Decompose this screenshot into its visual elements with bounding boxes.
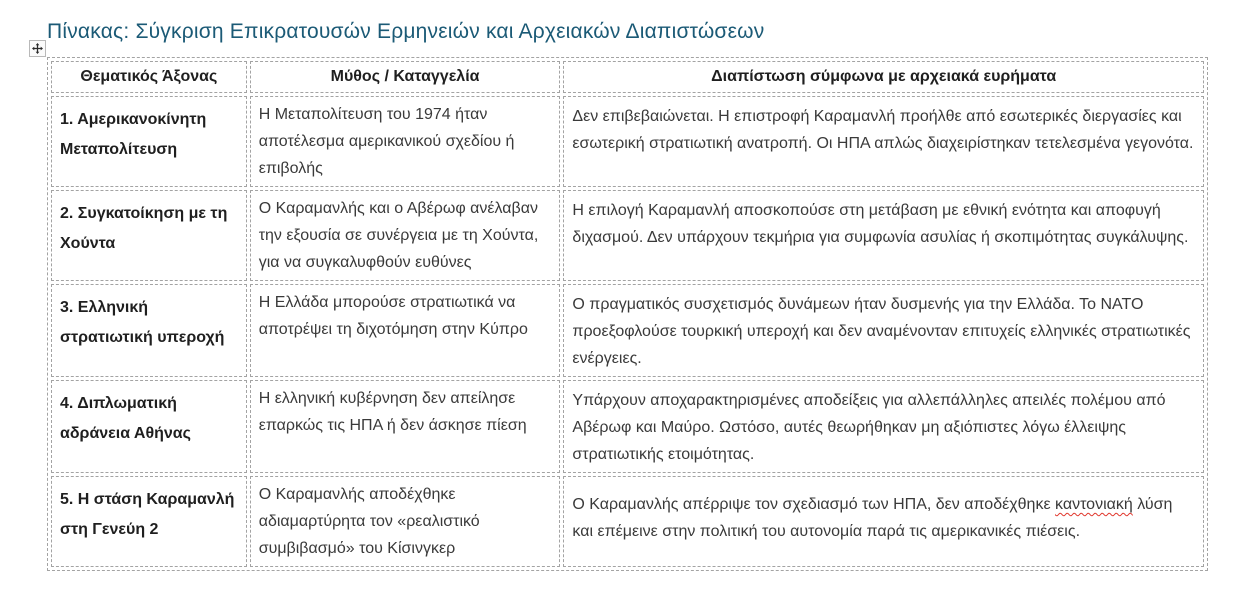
column-header-finding[interactable]: Διαπίστωση σύμφωνα με αρχειακά ευρήματα [563,61,1204,93]
cell-myth[interactable]: Η ελληνική κυβέρνηση δεν απείλησε επαρκώς τις ΗΠΑ ή δεν άσκησε πίεση [250,380,561,473]
cell-axis[interactable]: 2. Συγκατοίκηση με τη Χούντα [51,190,247,281]
cell-finding[interactable]: Υπάρχουν αποχαρακτηρισμένες αποδείξεις για αλλεπάλληλες απειλές πολέμου από Αβέρωφ και Μαύρο. Ωστόσο, αυτές θεωρήθηκαν μη αξιόπιστες λόγω έλλειψης στρατιωτικής ετοιμότητας. [563,380,1204,473]
table-row [51,190,1204,281]
misspelled-word: καντονιακή [1055,496,1133,513]
column-header-myth[interactable]: Μύθος / Καταγγελία [250,61,561,93]
table-row [51,476,1204,567]
table-title[interactable]: Πίνακας: Σύγκριση Επικρατουσών Ερμηνειών και Αρχειακών Διαπιστώσεων [47,20,765,43]
column-header-axis[interactable]: Θεματικός Άξονας [51,61,247,93]
cell-finding[interactable]: Δεν επιβεβαιώνεται. Η επιστροφή Καραμανλή προήλθε από εσωτερικές διεργασίες και εσωτερική στρατιωτική ανατροπή. Οι ΗΠΑ απλώς διαχειρίστηκαν τετελεσμένα γεγονότα. [563,96,1204,187]
cell-axis[interactable]: 5. Η στάση Καραμανλή στη Γενεύη 2 [51,476,247,567]
table-move-icon [32,43,43,54]
cell-myth[interactable]: Ο Καραμανλής αποδέχθηκε αδιαμαρτύρητα τον «ρεαλιστικό συμβιβασμό» του Κίσινγκερ [250,476,561,567]
cell-myth[interactable]: Ο Καραμανλής και ο Αβέρωφ ανέλαβαν την εξουσία σε συνέργεια με τη Χούντα, για να συγκαλυφθούν ευθύνες [250,190,561,281]
cell-myth[interactable]: Η Ελλάδα μπορούσε στρατιωτικά να αποτρέψει τη διχοτόμηση στην Κύπρο [250,284,561,377]
cell-finding[interactable]: Η επιλογή Καραμανλή αποσκοπούσε στη μετάβαση με εθνική ενότητα και αποφυγή διχασμού. Δεν υπάρχουν τεκμήρια για συμφωνία ασυλίας ή σκοπιμότητας συγκάλυψης. [563,190,1204,281]
cell-finding[interactable] [563,476,1204,567]
cell-axis[interactable]: 3. Ελληνική στρατιωτική υπεροχή [51,284,247,377]
finding-text: λύση και επέμεινε στην πολιτική του αυτονομία παρά τις αμερικανικές πιέσεις. [572,496,1173,540]
table-move-handle[interactable] [29,40,46,57]
cell-finding[interactable]: Ο πραγματικός συσχετισμός δυνάμεων ήταν δυσμενής για την Ελλάδα. Το ΝΑΤΟ προεξοφλούσε τουρκική υπεροχή και δεν αναμένονταν επιτυχείς ελληνικές στρατιωτικές ενέργειες. [563,284,1204,377]
cell-myth[interactable]: Η Μεταπολίτευση του 1974 ήταν αποτέλεσμα αμερικανικού σχεδίου ή επιβολής [250,96,561,187]
comparison-table [47,57,1208,571]
header-row [51,61,1204,93]
table-row [51,96,1204,187]
table-row [51,284,1204,377]
cell-axis[interactable]: 4. Διπλωματική αδράνεια Αθήνας [51,380,247,473]
finding-text: Ο Καραμανλής απέρριψε τον σχεδιασμό των ΗΠΑ, δεν αποδέχθηκε [572,496,1056,513]
table-row [51,380,1204,473]
cell-axis[interactable]: 1. Αμερικανοκίνητη Μεταπολίτευση [51,96,247,187]
